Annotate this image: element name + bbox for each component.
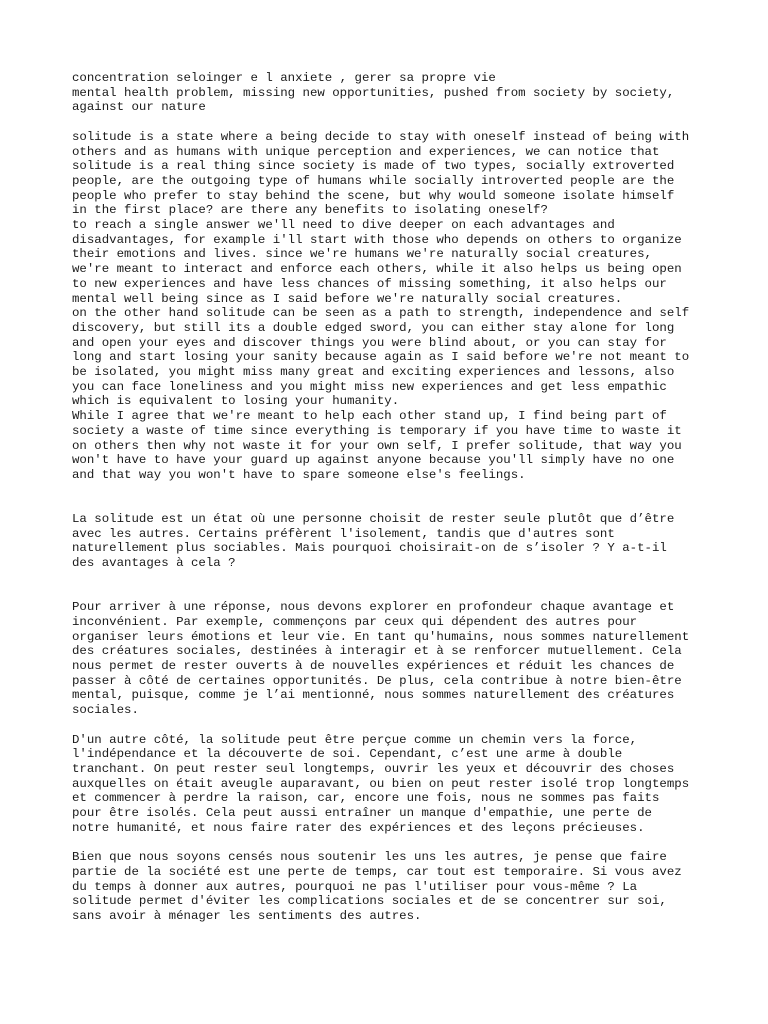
text-line: l'indépendance et la découverte de soi. Cependant, c’est une arme à double bbox=[72, 747, 623, 762]
text-line: to reach a single answer we'll need to dive deeper on each advantages and bbox=[72, 218, 615, 233]
text-line: on the other hand solitude can be seen as a path to strength, independence and self bbox=[72, 306, 690, 321]
notes-block bbox=[72, 71, 712, 115]
text-line: notre humanité, et nous faire rater des expériences et des leçons précieuses. bbox=[72, 820, 645, 835]
text-line: While I agree that we're meant to help each other stand up, I find being part of bbox=[72, 409, 667, 424]
text-line: tranchant. On peut rester seul longtemps, ouvrir les yeux et découvrir des choses bbox=[72, 761, 675, 776]
text-line: mental, puisque, comme je l’ai mentionné, nous sommes naturellement des créatures bbox=[72, 688, 675, 703]
text-line: others and as humans with unique perception and experiences, we can notice that bbox=[72, 144, 660, 159]
text-line: solitude is a real thing since society is made of two types, socially extroverted bbox=[72, 159, 675, 174]
text-line: solitude is a state where a being decide to stay with oneself instead of being with bbox=[72, 129, 690, 144]
text-line: D'un autre côté, la solitude peut être perçue comme un chemin vers la force, bbox=[72, 732, 638, 747]
text-line: des créatures sociales, destinées à interagir et à se renforcer mutuellement. Cela bbox=[72, 644, 682, 659]
text-line: concentration seloinger e l anxiete , gerer sa propre vie bbox=[72, 71, 496, 85]
text-line: be isolated, you might miss many great and exciting experiences and lessons, also bbox=[72, 365, 675, 380]
text-line: to new experiences and have less chances of missing something, it also helps our bbox=[72, 276, 667, 291]
french-paragraph-1 bbox=[72, 512, 712, 571]
text-line: their emotions and lives. since we're humans we're naturally social creatures, bbox=[72, 247, 652, 262]
text-line: discovery, but still its a double edged sword, you can either stay alone for long bbox=[72, 320, 675, 335]
text-line: people who prefer to stay behind the scene, but why would someone isolate himself bbox=[72, 188, 675, 203]
english-essay bbox=[72, 130, 712, 483]
french-paragraph-3 bbox=[72, 733, 712, 836]
text-line: avec les autres. Certains préfèrent l'isolement, tandis que d'autres sont bbox=[72, 526, 615, 541]
text-line: and that way you won't have to spare someone else's feelings. bbox=[72, 467, 526, 482]
text-line: La solitude est un état où une personne choisit de rester seule plutôt que d’être bbox=[72, 512, 675, 527]
french-paragraph-2 bbox=[72, 600, 712, 718]
text-line: et commencer à perdre la raison, car, encore une fois, nous ne sommes pas faits bbox=[72, 791, 660, 806]
text-line: pour être isolés. Cela peut aussi entraîner un manque d'empathie, une perte de bbox=[72, 806, 652, 821]
text-line: mental well being since as I said before we're naturally social creatures. bbox=[72, 291, 623, 306]
text-line: Bien que nous soyons censés nous soutenir les uns les autres, je pense que faire bbox=[72, 850, 667, 865]
text-line: on others then why not waste it for your own self, I prefer solitude, that way you bbox=[72, 438, 682, 453]
text-line: organiser leurs émotions et leur vie. En tant qu'humains, nous sommes naturellement bbox=[72, 629, 690, 644]
text-line: we're meant to interact and enforce each others, while it also helps us being open bbox=[72, 262, 682, 277]
text-line: long and start losing your sanity because again as I said before we're not meant to bbox=[72, 350, 690, 365]
text-line: partie de la société est une perte de temps, car tout est temporaire. Si vous avez bbox=[72, 864, 682, 879]
text-line: solitude permet d'éviter les complications sociales et de se concentrer sur soi, bbox=[72, 894, 667, 909]
document-body bbox=[72, 71, 712, 924]
text-line: society a waste of time since everything is temporary if you have time to waste it bbox=[72, 423, 682, 438]
text-line: sociales. bbox=[72, 703, 139, 718]
text-line: won't have to have your guard up against anyone because you'll simply have no one bbox=[72, 453, 675, 468]
text-line: and open your eyes and discover things you were blind about, or you can stay for bbox=[72, 335, 667, 350]
text-line: disadvantages, for example i'll start with those who depends on others to organize bbox=[72, 232, 682, 247]
text-line: Pour arriver à une réponse, nous devons explorer en profondeur chaque avantage et bbox=[72, 600, 675, 615]
text-line: du temps à donner aux autres, pourquoi ne pas l'utiliser pour vous-même ? La bbox=[72, 879, 638, 894]
text-line: sans avoir à ménager les sentiments des autres. bbox=[72, 909, 422, 923]
text-line: passer à côté de certaines opportunités. De plus, cela contribue à notre bien-être bbox=[72, 673, 682, 688]
text-line: auxquelles on était aveugle auparavant, ou bien on peut rester isolé trop longtemps bbox=[72, 776, 690, 791]
french-paragraph-4 bbox=[72, 850, 712, 924]
text-line: nous permet de rester ouverts à de nouvelles expériences et réduit les chances de bbox=[72, 659, 675, 674]
text-line: des avantages à cela ? bbox=[72, 556, 236, 571]
text-line: mental health problem, missing new opportunities, pushed from society by society, bbox=[72, 85, 675, 100]
text-line: against our nature bbox=[72, 100, 206, 115]
text-line: in the first place? are there any benefits to isolating oneself? bbox=[72, 203, 548, 218]
text-line: people, are the outgoing type of humans while socially introverted people are the bbox=[72, 173, 675, 188]
text-line: inconvénient. Par exemple, commençons par ceux qui dépendent des autres pour bbox=[72, 614, 638, 629]
text-line: you can face loneliness and you might miss new experiences and get less empathic bbox=[72, 379, 667, 394]
text-line: which is equivalent to losing your humanity. bbox=[72, 394, 400, 409]
text-line: naturellement plus sociables. Mais pourquoi choisirait-on de s’isoler ? Y a-t-il bbox=[72, 541, 667, 556]
